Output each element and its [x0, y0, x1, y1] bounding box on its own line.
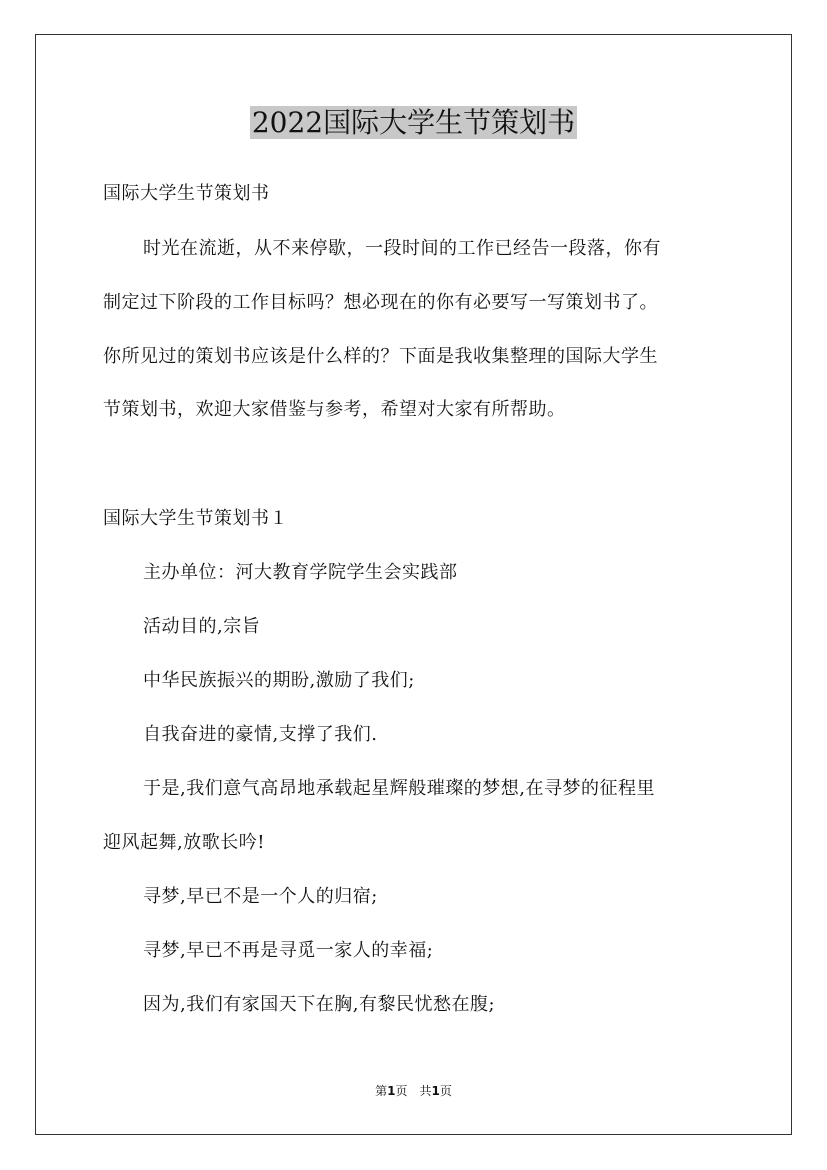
section-heading: 国际大学生节策划书１	[103, 508, 288, 529]
footer-page-suffix: 页	[395, 1084, 408, 1098]
paragraph-line: 时光在流逝，从不来停歇，一段时间的工作已经告一段落，你有	[143, 238, 661, 259]
footer-page-current: 1	[387, 1084, 396, 1098]
paragraph-line: 迎风起舞,放歌长吟!	[103, 832, 265, 853]
paragraph-line: 你所见过的策划书应该是什么样的？下面是我收集整理的国际大学生	[103, 346, 658, 367]
footer-total-suffix: 页	[439, 1084, 452, 1098]
paragraph-line: 制定过下阶段的工作目标吗？想必现在的你有必要写一写策划书了。	[103, 292, 658, 313]
paragraph-line: 节策划书，欢迎大家借鉴与参考，希望对大家有所帮助。	[103, 399, 566, 420]
paragraph-line: 自我奋进的豪情,支撑了我们.	[143, 724, 378, 745]
paragraph-line: 寻梦,早已不是一个人的归宿;	[143, 886, 378, 907]
paragraph-line: 因为,我们有家国天下在胸,有黎民忧愁在腹;	[143, 994, 496, 1015]
section-heading: 国际大学生节策划书	[103, 183, 270, 204]
document-title	[0, 103, 827, 143]
footer-page-total: 1	[431, 1084, 440, 1098]
paragraph-line: 寻梦,早已不再是寻觅一家人的幸福;	[143, 940, 434, 961]
paragraph-line: 中华民族振兴的期盼,激励了我们;	[143, 670, 415, 691]
page-footer	[0, 1083, 827, 1099]
paragraph-line: 活动目的,宗旨	[143, 616, 261, 637]
document-title-text: 2022国际大学生节策划书	[251, 106, 576, 139]
paragraph-line: 主办单位：河大教育学院学生会实践部	[143, 562, 458, 583]
footer-total-prefix: 共	[419, 1084, 432, 1098]
footer-page-prefix: 第	[375, 1084, 388, 1098]
paragraph-line: 于是,我们意气高昂地承载起星辉般璀璨的梦想,在寻梦的征程里	[143, 778, 655, 799]
